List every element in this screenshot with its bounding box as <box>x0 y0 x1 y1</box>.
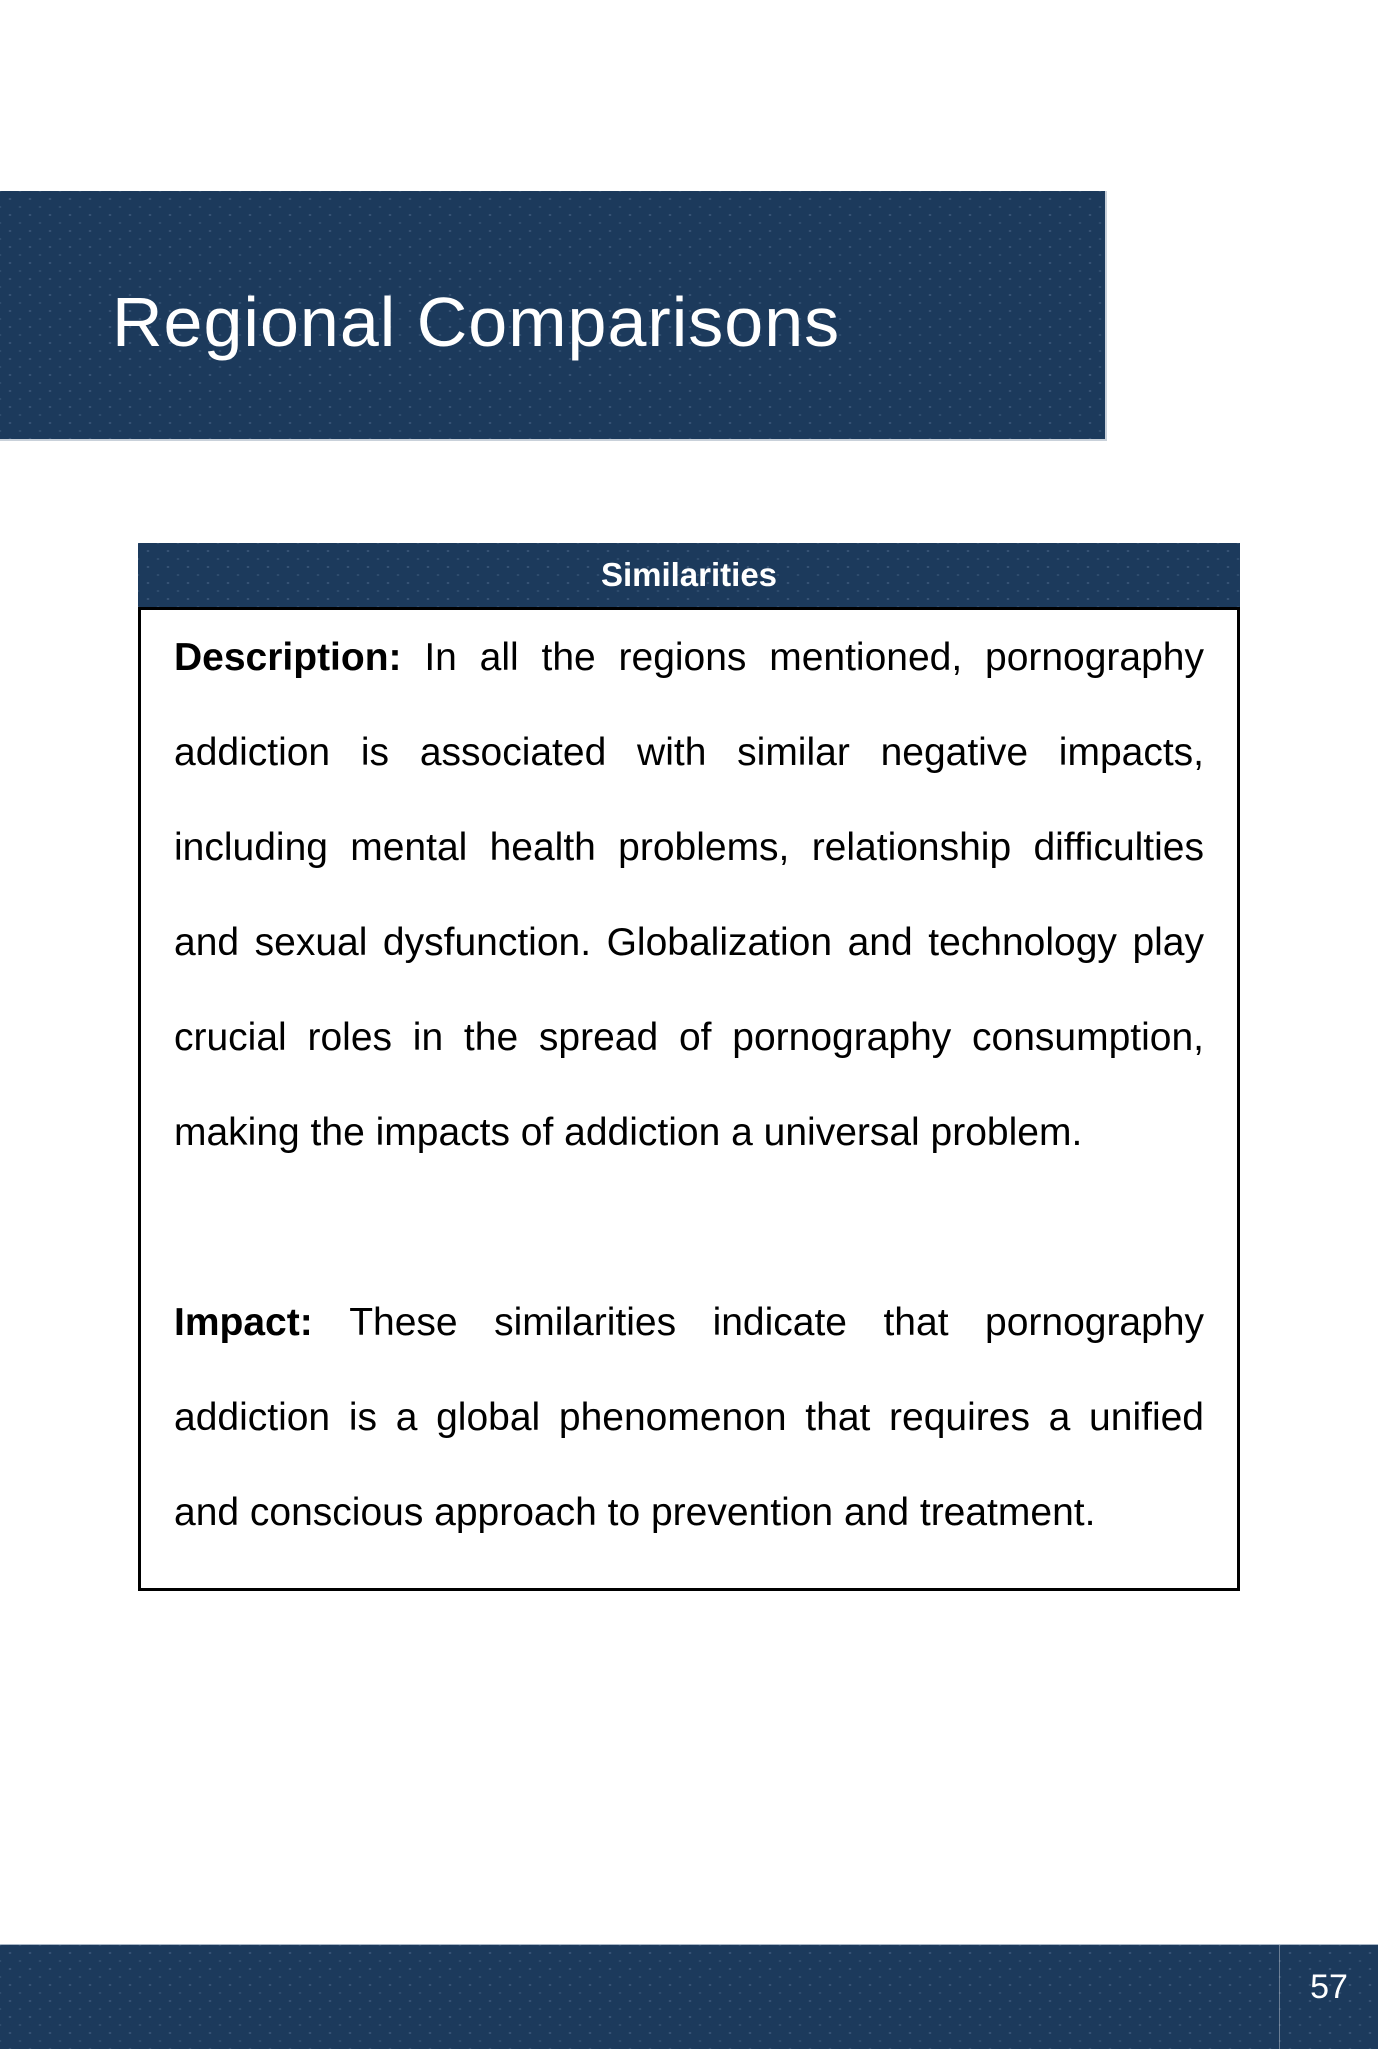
footer-band <box>0 1944 1378 2049</box>
page-title: Regional Comparisons <box>112 283 841 361</box>
impact-paragraph <box>174 1275 1204 1560</box>
description-label: Description: <box>174 636 425 679</box>
similarities-table <box>138 543 1240 1591</box>
impact-label: Impact: <box>174 1301 350 1344</box>
description-paragraph <box>174 610 1204 1180</box>
page-number: 57 <box>1310 1967 1348 2006</box>
description-text: In all the regions mentioned, pornography addiction is associated with similar negative impacts, including mental health problems, relationship difficulties and sexual dysfunction. Globalization and technology play crucial roles in the spread of pornography consumption, making the impacts of addiction a universal problem. <box>174 636 1204 1154</box>
table-header-row <box>138 543 1240 607</box>
title-band <box>0 191 1107 441</box>
table-body-cell <box>138 607 1240 1591</box>
table-header-label: Similarities <box>600 556 778 593</box>
impact-text: These similarities indicate that pornography addiction is a global phenomenon that requires a unified and conscious approach to prevention and treatment. <box>174 1301 1205 1534</box>
